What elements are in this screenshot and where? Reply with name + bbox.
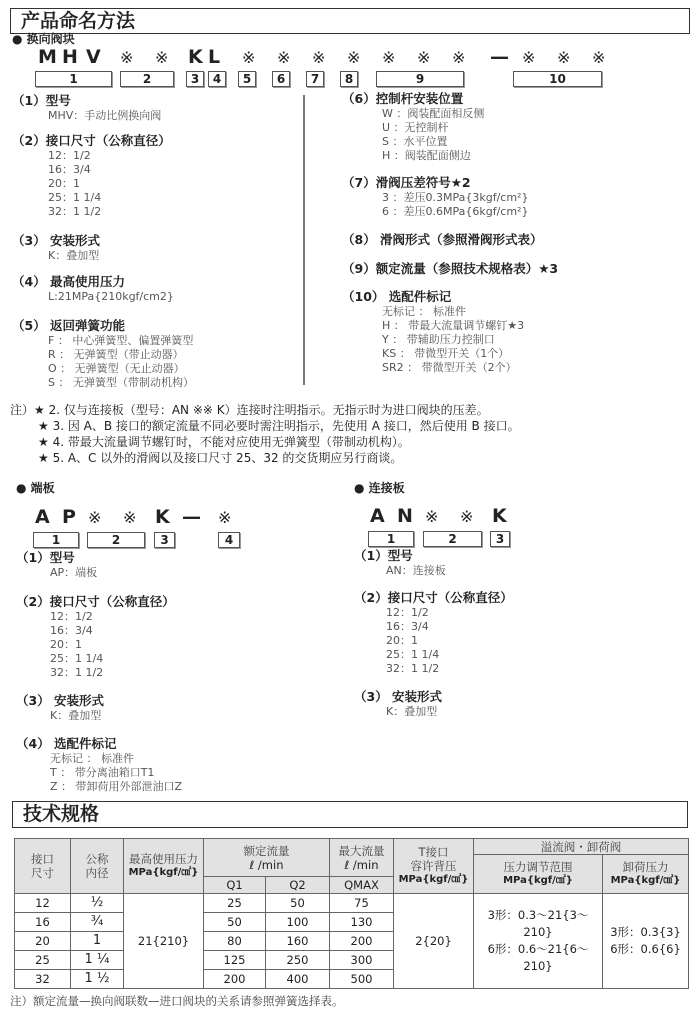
header-max-flow bbox=[330, 839, 394, 877]
code-position-box: 10 bbox=[513, 71, 602, 87]
note-line: 注）★ 2. 仅与连接板（型号：AN ※※ K）连接时注明指示。无指示时为进口阀块的压差。 bbox=[10, 403, 489, 417]
cell-q1: 50 bbox=[204, 913, 266, 932]
code-char: P bbox=[62, 506, 76, 528]
section-item: S ： 无弹簧型（带制动机构） bbox=[48, 376, 194, 389]
section-item: 无标记 ： 标准件 bbox=[382, 305, 466, 318]
section-item: 3 ：差压0.3MPa{3kgf/cm²} bbox=[382, 191, 529, 204]
code-char: ※ bbox=[242, 48, 256, 67]
header-q2: Q2 bbox=[266, 877, 330, 894]
note-line: ★ 3. 因 A、B 接口的额定流量不同必要时需注明指示，先使用 A 接口，然后使用 B 接口。 bbox=[38, 419, 520, 433]
section-item: 20：1 bbox=[386, 634, 418, 647]
valve-bullet: ● 换向阀块 bbox=[12, 32, 75, 46]
section-item: Y ： 带辅助压力控制口 bbox=[382, 333, 495, 346]
max-pressure-unit: MPa{kgf/㎠} bbox=[128, 867, 199, 878]
code-position-box: 3 bbox=[186, 71, 204, 87]
section-heading: （4） 选配件标记 bbox=[16, 736, 117, 751]
range-unit: MPa{kgf/㎠} bbox=[503, 875, 573, 886]
cell-qmax: 300 bbox=[330, 951, 394, 970]
section-heading: （2）接口尺寸（公称直径） bbox=[354, 590, 513, 605]
section-title-naming: 产品命名方法 bbox=[10, 8, 690, 34]
end-plate-bullet: ● 端板 bbox=[16, 481, 55, 495]
code-position-box: 1 bbox=[33, 532, 79, 548]
header-max-pressure bbox=[124, 839, 204, 894]
code-char: ※ bbox=[417, 48, 431, 67]
max-pressure-label: 最高使用压力 bbox=[129, 852, 198, 866]
header-unload bbox=[603, 855, 689, 894]
cell-max-pressure: 21{210} bbox=[124, 894, 204, 989]
cell-port: 32 bbox=[15, 970, 71, 989]
code-char: ※ bbox=[425, 507, 439, 526]
section-heading: （8） 滑阀形式（参照滑阀形式表） bbox=[342, 232, 543, 247]
code-position-box: 9 bbox=[376, 71, 464, 87]
unload-label: 卸荷压力 bbox=[622, 860, 669, 874]
code-char: H bbox=[62, 46, 78, 68]
section-title-specs: 技术规格 bbox=[12, 801, 688, 828]
unload-value: 3形：0.3{3} bbox=[610, 925, 681, 939]
code-char: K bbox=[188, 46, 203, 68]
cell-port: 20 bbox=[15, 932, 71, 951]
section-item: Z ： 带卸荷用外部泄油口Z bbox=[50, 780, 183, 793]
section-heading: （4） 最高使用压力 bbox=[12, 274, 126, 289]
cell-qmax: 130 bbox=[330, 913, 394, 932]
cell-t-port: 2{20} bbox=[394, 894, 474, 989]
section-heading: （6）控制杆安装位置 bbox=[342, 91, 464, 106]
section-heading: （3） 安装形式 bbox=[354, 689, 443, 704]
section-item: O ： 无弹簧型（无止动器） bbox=[48, 362, 185, 375]
section-item: KS ： 带微型开关（1个） bbox=[382, 347, 510, 360]
code-position-box: 2 bbox=[87, 532, 145, 548]
section-item: 25：1 1/4 bbox=[48, 191, 102, 204]
section-heading: （1）型号 bbox=[12, 93, 71, 108]
section-item: 12：1/2 bbox=[50, 610, 93, 623]
code-char: ※ bbox=[347, 48, 361, 67]
section-heading: （3） 安装形式 bbox=[16, 693, 105, 708]
section-item: K：叠加型 bbox=[50, 709, 102, 722]
section-item: MHV：手动比例换向阀 bbox=[48, 109, 162, 122]
code-position-box: 3 bbox=[490, 531, 510, 547]
unload-value: 6形：0.6{6} bbox=[610, 942, 681, 956]
header-q1: Q1 bbox=[204, 877, 266, 894]
cell-qmax: 75 bbox=[330, 894, 394, 913]
code-char: ※ bbox=[120, 48, 134, 67]
section-item: 32：1 1/2 bbox=[50, 666, 104, 679]
section-heading: （9）额定流量（参照技术规格表）★3 bbox=[342, 261, 559, 276]
cell-nominal: ¾ bbox=[71, 913, 124, 932]
section-item: 20：1 bbox=[48, 177, 80, 190]
table-row bbox=[15, 894, 689, 913]
section-item: U ：无控制杆 bbox=[382, 121, 449, 134]
cell-q2: 100 bbox=[266, 913, 330, 932]
cell-nominal: 1 bbox=[71, 932, 124, 951]
max-flow-unit: ℓ /min bbox=[344, 857, 379, 872]
spec-table bbox=[14, 838, 689, 989]
section-item: R ： 无弹簧型（带止动器） bbox=[48, 348, 184, 361]
cell-qmax: 200 bbox=[330, 932, 394, 951]
code-position-box: 2 bbox=[120, 71, 174, 87]
header-range bbox=[474, 855, 603, 894]
section-heading: （10） 选配件标记 bbox=[342, 289, 452, 304]
header-rated-flow bbox=[204, 839, 330, 877]
section-item: 32：1 1/2 bbox=[386, 662, 440, 675]
section-item: L:21MPa{210kgf/cm2} bbox=[48, 290, 174, 303]
code-char: ※ bbox=[312, 48, 326, 67]
cell-q1: 80 bbox=[204, 932, 266, 951]
code-char: — bbox=[182, 506, 201, 528]
unload-unit: MPa{kgf/㎠} bbox=[610, 875, 681, 886]
section-item: K：叠加型 bbox=[48, 249, 100, 262]
section-heading: （2）接口尺寸（公称直径） bbox=[12, 133, 171, 148]
section-item: K：叠加型 bbox=[386, 705, 438, 718]
code-position-box: 7 bbox=[306, 71, 324, 87]
section-item: H ：阀装配面侧边 bbox=[382, 149, 471, 162]
code-char: K bbox=[155, 506, 170, 528]
header-qmax: QMAX bbox=[330, 877, 394, 894]
section-item: H ： 带最大流量调节螺钉★3 bbox=[382, 319, 525, 332]
cell-q2: 160 bbox=[266, 932, 330, 951]
note-line: ★ 5. A、C 以外的滑阀以及接口尺寸 25、32 的交货期应另行商谈。 bbox=[38, 451, 403, 465]
cell-port: 25 bbox=[15, 951, 71, 970]
range-value: 6形：0.6～21{6～210} bbox=[487, 942, 589, 973]
section-item: 6 ：差压0.6MPa{6kgf/cm²} bbox=[382, 205, 529, 218]
cell-q1: 200 bbox=[204, 970, 266, 989]
code-position-box: 8 bbox=[340, 71, 358, 87]
code-char: ※ bbox=[382, 48, 396, 67]
section-item: AN：连接板 bbox=[386, 564, 446, 577]
section-item: SR2 ： 带微型开关（2个） bbox=[382, 361, 517, 374]
cell-q1: 125 bbox=[204, 951, 266, 970]
code-position-box: 2 bbox=[423, 531, 482, 547]
code-char: — bbox=[490, 46, 509, 68]
cell-port: 16 bbox=[15, 913, 71, 932]
t-port-unit: MPa{kgf/㎠} bbox=[398, 874, 469, 885]
section-item: 12：1/2 bbox=[48, 149, 91, 162]
section-item: F ： 中心弹簧型、偏置弹簧型 bbox=[48, 334, 194, 347]
section-heading: （1）型号 bbox=[16, 550, 75, 565]
cell-nominal: ½ bbox=[71, 894, 124, 913]
code-char: ※ bbox=[277, 48, 291, 67]
section-item: S ：水平位置 bbox=[382, 135, 448, 148]
section-heading: （7）滑阀压差符号★2 bbox=[342, 175, 471, 190]
cell-qmax: 500 bbox=[330, 970, 394, 989]
code-char: ※ bbox=[155, 48, 169, 67]
code-char: N bbox=[397, 505, 413, 527]
spec-note: 注）额定流量—换向阀联数—进口阀块的关系请参照弹簧选择表。 bbox=[10, 994, 344, 1008]
cell-port: 12 bbox=[15, 894, 71, 913]
code-char: ※ bbox=[557, 48, 571, 67]
header-port: 接口 尺寸 bbox=[15, 839, 71, 894]
range-label: 压力调节范围 bbox=[503, 860, 573, 874]
code-position-box: 3 bbox=[154, 532, 175, 548]
header-nominal: 公称 内径 bbox=[71, 839, 124, 894]
section-item: T ： 带分离油箱口T1 bbox=[50, 766, 155, 779]
code-position-box: 4 bbox=[208, 71, 226, 87]
code-char: ※ bbox=[123, 508, 137, 527]
cell-q1: 25 bbox=[204, 894, 266, 913]
header-t-port bbox=[394, 839, 474, 894]
section-item: W ：阀装配面相反侧 bbox=[382, 107, 485, 120]
section-item: 20：1 bbox=[50, 638, 82, 651]
section-heading: （1）型号 bbox=[354, 548, 413, 563]
code-char: A bbox=[370, 505, 385, 527]
connect-plate-bullet: ● 连接板 bbox=[354, 481, 405, 495]
section-item: 25：1 1/4 bbox=[386, 648, 440, 661]
code-position-box: 6 bbox=[272, 71, 290, 87]
column-divider bbox=[303, 95, 305, 385]
code-char: ※ bbox=[88, 508, 102, 527]
section-item: 16：3/4 bbox=[48, 163, 91, 176]
cell-q2: 250 bbox=[266, 951, 330, 970]
section-item: 无标记 ： 标准件 bbox=[50, 752, 134, 765]
code-position-box: 1 bbox=[368, 531, 414, 547]
code-position-box: 5 bbox=[238, 71, 256, 87]
code-char: ※ bbox=[592, 48, 606, 67]
range-value: 3形：0.3～21{3～210} bbox=[487, 908, 589, 939]
section-item: AP：端板 bbox=[50, 566, 98, 579]
section-item: 16：3/4 bbox=[50, 624, 93, 637]
rated-flow-unit: ℓ /min bbox=[249, 857, 284, 872]
cell-q2: 50 bbox=[266, 894, 330, 913]
section-heading: （5） 返回弹簧功能 bbox=[12, 318, 126, 333]
code-char: ※ bbox=[522, 48, 536, 67]
cell-q2: 400 bbox=[266, 970, 330, 989]
code-char: ※ bbox=[452, 48, 466, 67]
code-char: M bbox=[38, 46, 57, 68]
cell-nominal: 1 ¼ bbox=[71, 951, 124, 970]
section-item: 32：1 1/2 bbox=[48, 205, 102, 218]
cell-range bbox=[474, 894, 603, 989]
code-char: K bbox=[492, 505, 507, 527]
t-port-label: T接口 容许背压 bbox=[410, 845, 457, 873]
section-item: 16：3/4 bbox=[386, 620, 429, 633]
max-flow-label: 最大流量 bbox=[338, 843, 385, 858]
section-heading: （3） 安装形式 bbox=[12, 233, 101, 248]
section-item: 25：1 1/4 bbox=[50, 652, 104, 665]
rated-flow-label: 额定流量 bbox=[243, 843, 290, 858]
code-char: ※ bbox=[460, 507, 474, 526]
code-char: V bbox=[86, 46, 101, 68]
code-char: A bbox=[35, 506, 50, 528]
cell-nominal: 1 ½ bbox=[71, 970, 124, 989]
section-item: 12：1/2 bbox=[386, 606, 429, 619]
section-heading: （2）接口尺寸（公称直径） bbox=[16, 594, 175, 609]
code-position-box: 1 bbox=[35, 71, 112, 87]
note-line: ★ 4. 带最大流量调节螺钉时，不能对应使用无弹簧型（带制动机构）。 bbox=[38, 435, 410, 449]
code-char: ※ bbox=[218, 508, 232, 527]
code-position-box: 4 bbox=[218, 532, 240, 548]
header-relief: 溢流阀・卸荷阀 bbox=[474, 839, 689, 855]
code-char: L bbox=[208, 46, 221, 68]
cell-unload bbox=[603, 894, 689, 989]
